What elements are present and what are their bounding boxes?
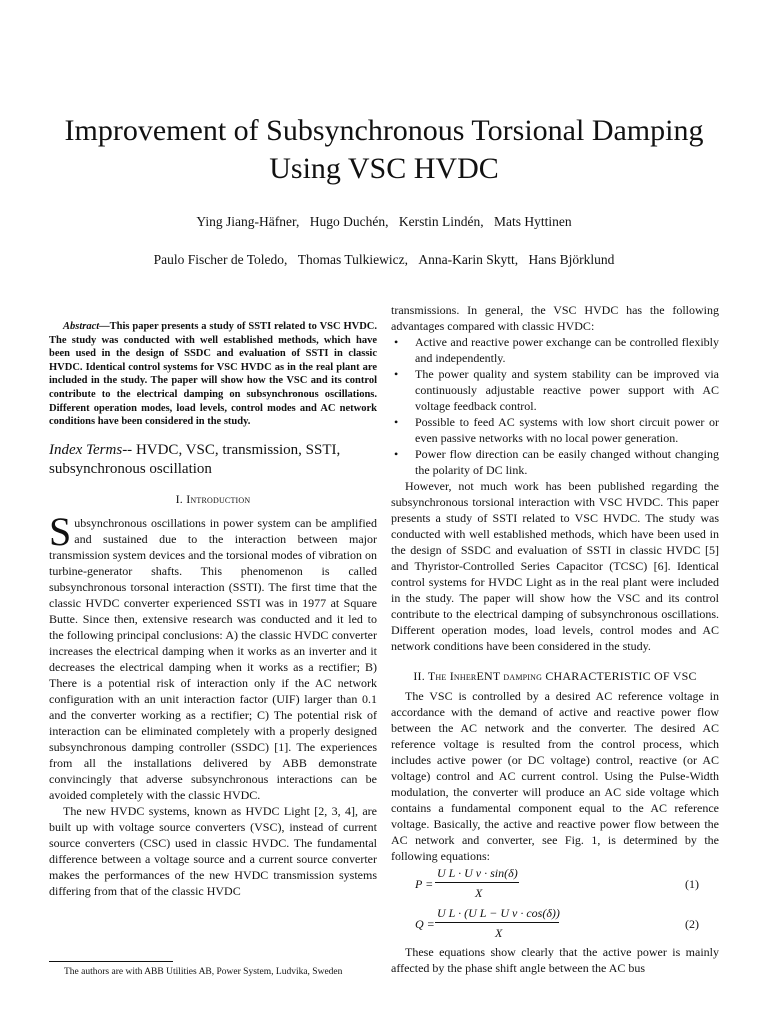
section-heading-introduction: I. Introduction bbox=[175, 491, 251, 506]
list-item: • Active and reactive power exchange can be controlled flexibly and independently. bbox=[394, 335, 719, 365]
eq2-denominator: X bbox=[495, 926, 503, 940]
bullet-icon: • bbox=[394, 447, 399, 461]
vsc-paragraph: The VSC is controlled by a desired AC reference voltage in accordance with the demand of active and reactive power flow between the AC network and the converter. The desired AC reference voltage is resulted from the control process, which includes active power (or DC voltage) control, reactive (or AC voltage) control and AC current control. Using the Pulse-Width modulation, the converter will produce an AC side voltage which contains a fundamental component equal to the AC reference voltage. Basically, the active and reactive power flow between the AC network and converter, see Fig. 1, is determined by the following equations: bbox=[391, 689, 719, 863]
authors-row-1 bbox=[40, 213, 728, 231]
however-paragraph: However, not much work has been published regarding the subsynchronous torsional interaction with VSC HVDC. This paper presents a study of SSTI related to VSC HVDC. The study was conducted with well established methods, which have been used in the design of SSDC and evaluation of SSTI in classic HVDC [5] and Thyristor-Controlled Series Capacitor (TCSC) [6]. Identical control systems for HVDC Light as in the real plant were included in the study. The paper will show how the VSC and its control contribute to the electrical damping of subsynchronous oscillations. Different operation modes, load levels, control modes and AC network conditions have been considered in the study. bbox=[391, 479, 719, 653]
list-item: • Power flow direction can be easily changed without changing the polarity of DC link. bbox=[394, 447, 719, 477]
author: Hans Björklund bbox=[528, 252, 615, 267]
index-terms bbox=[49, 441, 377, 479]
equation-2 bbox=[391, 904, 719, 944]
footnote-divider bbox=[49, 961, 173, 962]
right-column bbox=[391, 302, 719, 976]
section-heading-inherent-damping: II. The InherENT damping CHARACTERISTIC OF VSC bbox=[413, 669, 697, 683]
bullet-icon: • bbox=[394, 335, 399, 349]
intro-paragraph-1 bbox=[49, 508, 377, 803]
author: Thomas Tulkiewicz, bbox=[297, 252, 409, 267]
bullet-icon: • bbox=[394, 367, 399, 381]
intro-paragraph-2: The new HVDC systems, known as HVDC Light [2, 3, 4], are built up with voltage source converters (VSC), instead of current source converters (CSC) used in classic HVDC. The fundamental difference between a voltage source and a current source converter makes the performances of the new HVDC transmission systems differing from that of the classic HVDC bbox=[49, 803, 377, 898]
paper-title: Improvement of Subsynchronous Torsional Damping Using VSC HVDC bbox=[64, 114, 704, 185]
advantages-list bbox=[391, 334, 719, 478]
index-terms-lead: Index Terms-- bbox=[49, 441, 133, 458]
authors-row-2 bbox=[40, 251, 728, 269]
author: Paulo Fischer de Toledo, bbox=[153, 252, 288, 267]
eq1-number: (1) bbox=[685, 877, 699, 891]
eq2-lhs: Q = bbox=[415, 917, 435, 931]
bullet-icon: • bbox=[394, 415, 399, 429]
drop-cap: S bbox=[49, 508, 72, 554]
eq1-denominator: X bbox=[475, 886, 483, 900]
index-terms-text: HVDC, VSC, transmission, SSTI, subsynchronous oscillation bbox=[49, 441, 341, 477]
abstract-text: —This paper presents a study of SSTI related to VSC HVDC. The study was conducted with well established methods, which have been used in the design of SSDC and evaluation of SSTI in classic HVDC. Identical control systems for VSC HVDC as in the real plant are included in the study. The paper will show how the VSC and its control contribute to the electrical damping on subsynchronous oscillations. Different operation modes, load levels, control modes and AC network conditions have been considered in the study. bbox=[49, 321, 377, 428]
eq1-numerator: U L · U v · sin(δ) bbox=[437, 866, 518, 880]
abstract bbox=[49, 320, 377, 429]
list-item: • The power quality and system stability can be improved via continuously adjustable reactive power support with AC voltage feedback control. bbox=[394, 367, 719, 413]
list-item: • Possible to feed AC systems with low short circuit power or even passive networks with no local power generation. bbox=[394, 415, 719, 445]
author: Kerstin Lindén, bbox=[398, 214, 484, 229]
author: Anna-Karin Skytt, bbox=[418, 252, 519, 267]
eq1-lhs: P = bbox=[415, 877, 434, 891]
equation-1 bbox=[391, 864, 719, 904]
eq2-numerator: U L · (U L − U v · cos(δ)) bbox=[437, 906, 560, 920]
footnote: The authors are with ABB Utilities AB, Power System, Ludvika, Sweden bbox=[64, 967, 343, 977]
these-equations-paragraph: These equations show clearly that the active power is mainly affected by the phase shift angle between the AC bus bbox=[391, 945, 719, 975]
author: Ying Jiang-Häfner, bbox=[196, 214, 300, 229]
left-column bbox=[49, 320, 377, 899]
continued-paragraph: transmissions. In general, the VSC HVDC has the following advantages compared with classic HVDC: bbox=[391, 303, 719, 333]
eq2-number: (2) bbox=[685, 917, 699, 931]
eq2-fraction-bar bbox=[435, 922, 559, 923]
author: Mats Hyttinen bbox=[493, 214, 572, 229]
eq1-fraction-bar bbox=[435, 882, 519, 883]
author: Hugo Duchén, bbox=[309, 214, 389, 229]
abstract-lead: Abstract bbox=[63, 321, 100, 332]
intro-paragraph-1-text: ubsynchronous oscillations in power system can be amplified and sustained due to the interaction between major transmission system devices and the torsional modes of vibration on turbine-generator shafts. This phenomenon is called subsynchronous torsonal interaction (SSTI). The first time that the classic HVDC converter experienced SSTI was in 1977 at Square Butte. Since then, extensive research was conducted and it led to the following principal conclusions: A) the classic HVDC converter increases the electrical damping when it works as an inverter and it decreases the electrical damping when it works as a rectifier; B) There is a potential risk of interaction only if the AC network configuration with an unit interaction factor (UIF) larger than 0.1 and the converter working as a rectifier; C) The potential risk of interaction can be eliminated completely with a properly designed subsynchronous damping controller (SSDC) [1]. The experiences from all the installations delivered by ABB demonstrate convincingly that adverse subsynchronous interactions can be avoided completely with the classic HVDC. bbox=[49, 515, 377, 802]
